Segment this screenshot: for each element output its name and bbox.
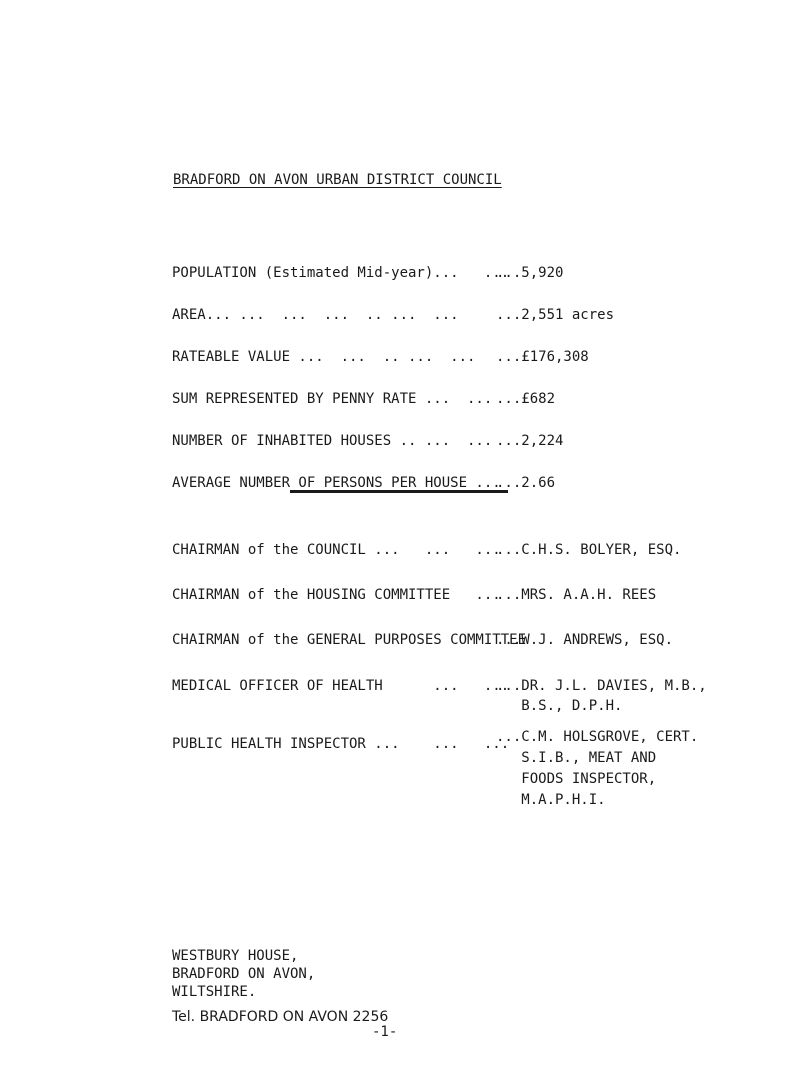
population-label: POPULATION (Estimated Mid-year)... ... bbox=[172, 265, 510, 281]
general-purposes-chairman-label: CHAIRMAN of the GENERAL PURPOSES COMMITTEE bbox=[172, 632, 527, 648]
penny-rate-value: ...£682 bbox=[496, 391, 556, 407]
health-inspector-name-line-1: ...C.M. HOLSGROVE, CERT. bbox=[496, 729, 699, 745]
rateable-value-value: ...£176,308 bbox=[496, 349, 589, 365]
medical-officer-label: MEDICAL OFFICER OF HEALTH ... ... bbox=[172, 678, 510, 694]
persons-per-house-label: AVERAGE NUMBER OF PERSONS PER HOUSE ... bbox=[172, 475, 501, 491]
section-divider bbox=[290, 490, 508, 493]
page-number: -1- bbox=[372, 1024, 398, 1040]
address-line-1: WESTBURY HOUSE, bbox=[172, 948, 299, 964]
address-line-2: BRADFORD ON AVON, bbox=[172, 966, 316, 982]
inhabited-houses-label: NUMBER OF INHABITED HOUSES .. ... ... bbox=[172, 433, 493, 449]
housing-chairman-label: CHAIRMAN of the HOUSING COMMITTEE ... bbox=[172, 587, 501, 603]
area-value: ...2,551 acres bbox=[496, 307, 615, 323]
council-chairman-name: ...C.H.S. BOLYER, ESQ. bbox=[496, 542, 682, 558]
rateable-value-label: RATEABLE VALUE ... ... .. ... ... bbox=[172, 349, 476, 365]
inhabited-houses-value: ...2,224 bbox=[496, 433, 564, 449]
health-inspector-name-line-3: FOODS INSPECTOR, bbox=[496, 771, 657, 787]
health-inspector-name-line-4: M.A.P.H.I. bbox=[496, 792, 606, 808]
health-inspector-name-line-2: S.I.B., MEAT AND bbox=[496, 750, 657, 766]
area-label: AREA... ... ... ... .. ... ... bbox=[172, 307, 459, 323]
housing-chairman-name: ...MRS. A.A.H. REES bbox=[496, 587, 657, 603]
medical-officer-name-line-2: B.S., D.P.H. bbox=[496, 698, 623, 714]
penny-rate-label: SUM REPRESENTED BY PENNY RATE ... ... bbox=[172, 391, 493, 407]
council-chairman-label: CHAIRMAN of the COUNCIL ... ... ... bbox=[172, 542, 501, 558]
general-purposes-chairman-name: ...W.J. ANDREWS, ESQ. bbox=[496, 632, 674, 648]
persons-per-house-value: ...2.66 bbox=[496, 475, 556, 491]
population-value: ...5,920 bbox=[496, 265, 564, 281]
health-inspector-label: PUBLIC HEALTH INSPECTOR ... ... ... bbox=[172, 736, 510, 752]
address-line-3: WILTSHIRE. bbox=[172, 984, 257, 1000]
document-title: BRADFORD ON AVON URBAN DISTRICT COUNCIL bbox=[173, 172, 502, 188]
medical-officer-name-line-1: ...DR. J.L. DAVIES, M.B., bbox=[496, 678, 707, 694]
telephone-line: Tel. BRADFORD ON AVON 2256 bbox=[172, 1009, 389, 1025]
